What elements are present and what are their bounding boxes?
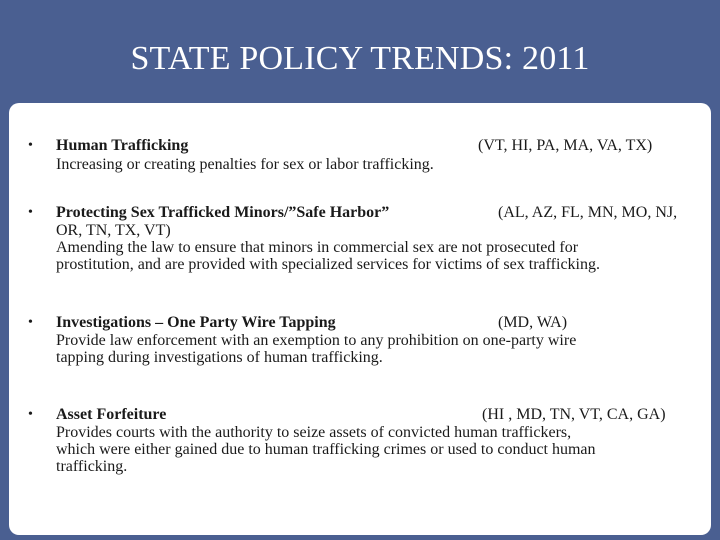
states-list: (MD, WA) bbox=[498, 314, 568, 331]
bullet-heading bbox=[56, 204, 389, 221]
description-line: prostitution, and are provided with specialized services for victims of sex trafficking. bbox=[56, 256, 600, 273]
heading-text: Investigations – One Party Wire Tapping bbox=[56, 314, 336, 331]
states-continued: OR, TN, TX, VT) bbox=[56, 222, 171, 239]
content-panel bbox=[9, 103, 711, 535]
bullet-marker: • bbox=[28, 407, 33, 422]
description-line: trafficking. bbox=[56, 458, 128, 475]
bullet-description bbox=[56, 332, 708, 366]
heading-text: Asset Forfeiture bbox=[56, 406, 167, 423]
bullet-heading bbox=[56, 314, 336, 331]
bullet-marker: • bbox=[28, 315, 33, 330]
description-line: which were either gained due to human trafficking crimes or used to conduct human bbox=[56, 441, 596, 458]
description-line: Provide law enforcement with an exemption to any prohibition on one-party wire bbox=[56, 332, 577, 349]
states-list: (HI , MD, TN, VT, CA, GA) bbox=[482, 406, 666, 423]
description-line: Provides courts with the authority to seize assets of convicted human traffickers, bbox=[56, 424, 572, 441]
heading-text: Human Trafficking bbox=[56, 137, 189, 154]
states-list: (AL, AZ, FL, MN, MO, NJ, bbox=[498, 204, 678, 221]
description-line: tapping during investigations of human trafficking. bbox=[56, 349, 383, 366]
bullet-heading bbox=[56, 406, 166, 423]
slide-title: STATE POLICY TRENDS: 2011 bbox=[130, 40, 590, 77]
bullet-heading bbox=[56, 137, 188, 154]
bullet-description bbox=[56, 156, 708, 173]
bullet-description bbox=[56, 424, 708, 475]
heading-text: Protecting Sex Trafficked Minors/”Safe Harbor” bbox=[56, 204, 390, 221]
bullet-marker: • bbox=[28, 205, 33, 220]
bullet-marker: • bbox=[28, 138, 33, 153]
description-line: Increasing or creating penalties for sex or labor trafficking. bbox=[56, 156, 434, 173]
bullet-description bbox=[56, 222, 708, 273]
description-line: Amending the law to ensure that minors in commercial sex are not prosecuted for bbox=[56, 239, 579, 256]
states-list: (VT, HI, PA, MA, VA, TX) bbox=[478, 137, 653, 154]
